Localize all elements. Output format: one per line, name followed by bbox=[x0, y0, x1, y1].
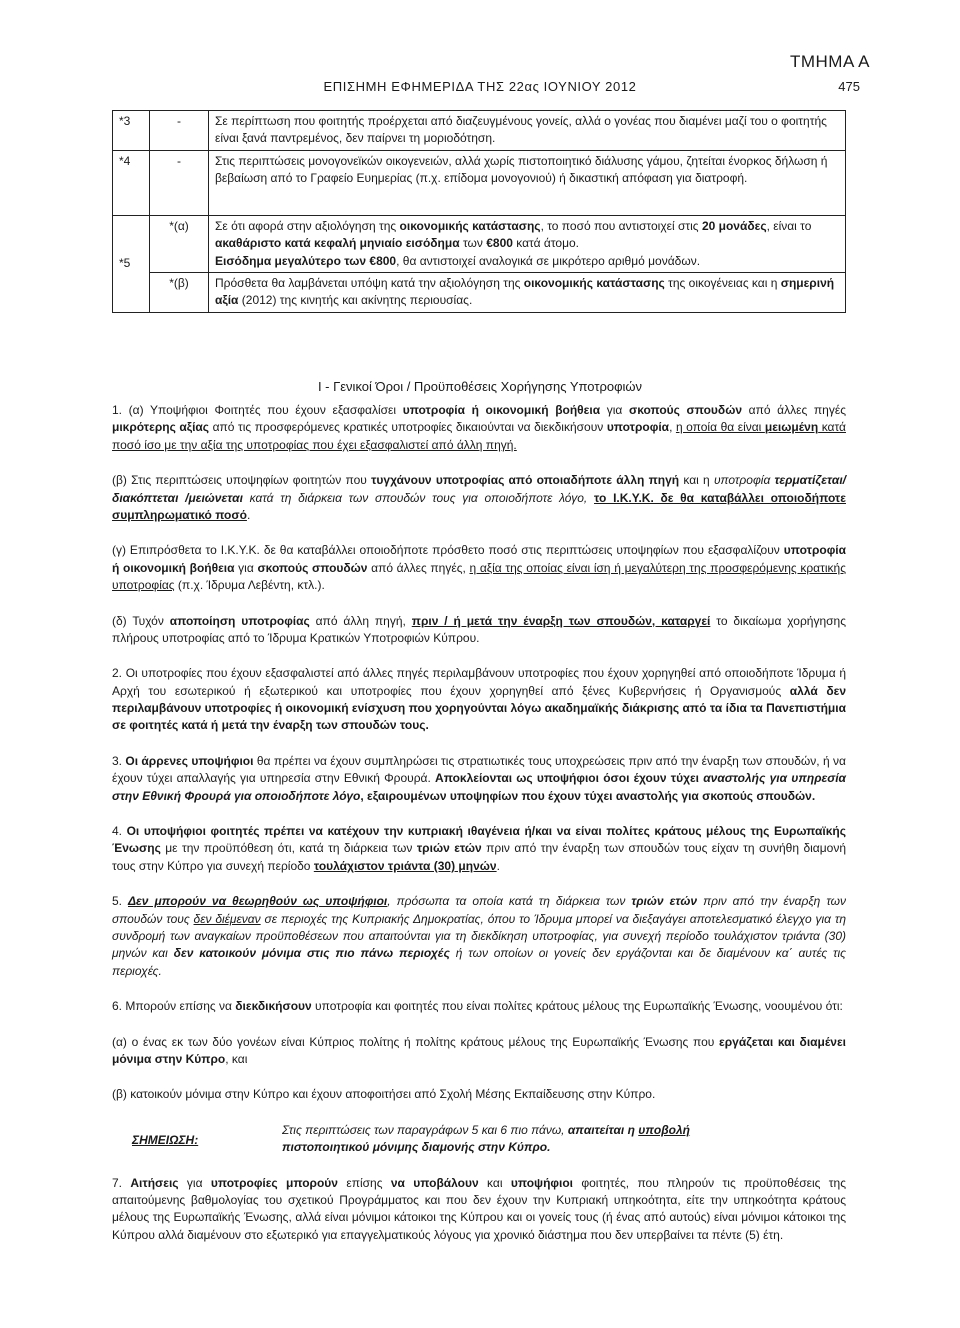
document-body bbox=[112, 402, 846, 1262]
paragraph-1a: 1. (α) Υποψήφιοι Φοιτητές που έχουν εξασφαλίσει υποτροφία ή οικονομική βοήθεια για σκοπούς σπουδών από άλλες πηγές μικρότερης αξίας από τις προσφερόμενες κρατικές υποτροφίες δικαιούνται να διεκδικήσουν υποτροφία, η οποία θα είναι μειωμένη κατά ποσό ίσο με την αξία της υποτροφίας που έχει εξασφαλιστεί από άλλη πηγή. bbox=[112, 403, 846, 452]
paragraph-5: 5. Δεν μπορούν να θεωρηθούν ως υποψήφιοι, πρόσωπα τα οποία κατά τη διάρκεια των τριών ετών πριν από την έναρξη των σπουδών τους δεν διέμεναν σε περιοχές της Κυπριακής Δημοκρατίας, όπου το Ίδρυμα μπορεί να διεξαγάγει αποτελεσματικό έλεγχο για τη συνδρομή των αναγκαίων προϋποθέσεων που απαιτούνται για τη διεκδίκηση υποτροφίας, για συνεχή περίοδο τουλάχιστον τριάντα (30) μηνών και δεν κατοικούν μόνιμα στις πιο πάνω περιοχές ή των οποίων οι γονείς δεν εργάζονται και δε διαμένουν κα΄ αυτές τις περιοχές. bbox=[112, 894, 847, 978]
row-text: Σε περίπτωση που φοιτητής προέρχεται από διαζευγμένους γονείς, αλλά ο γονέας που διαμένει μαζί του ο φοιτητής είναι ξανά παντρεμένος, δεν παίρνει τη μοριοδότηση. bbox=[209, 111, 846, 151]
paragraph-1d: (δ) Τυχόν αποποίηση υποτροφίας από άλλη πηγή, πριν / ή μετά την έναρξη των σπουδών, καταργεί το δικαίωμα χορήγησης πλήρους υποτροφίας από το Ίδρυμα Κρατικών Υποτροφιών Κύπρου. bbox=[112, 613, 846, 645]
table-row bbox=[113, 150, 846, 215]
paragraph-7: 7. Αιτήσεις για υποτροφίες μπορούν επίσης να υποβάλουν και υποψήφιοι φοιτητές, που πληρούν τις προϋποθέσεις της απαιτούμενης βαθμολογίας του σχετικού Προγράμματος και που δεν έχουν την Κυπριακή υπηκοότητα, είτε την υπηκοότητα κράτους μέλους της Ευρωπαϊκής Ένωσης, αλλά είναι μόνιμοι κάτοικοι της Κύπρου και οι γονείς τους (ή ένας από αυτούς) είναι μόνιμοι κάτοικοι της Κύπρου αλλά διαμένουν στο εξωτερικό για επαγγελματικούς λόγους για χρονικό διάστημα που δεν υπερβαίνει τα πέντε (5) έτη. bbox=[112, 1175, 846, 1242]
section-label: ΤΜΗΜΑ Α bbox=[789, 52, 870, 71]
paragraph-1b: (β) Στις περιπτώσεις υποψηφίων φοιτητών που τυγχάνουν υποτροφίας από οποιαδήποτε άλλη πηγή και η υποτροφία τερματίζεται/διακόπτεται /μειώνεται κατά τη διάρκεια των σπουδών τους για οποιοδήποτε λόγο, το Ι.Κ.Υ.Κ. δε θα καταβάλλει οποιοδήποτε συμπληρωματικό ποσό. bbox=[112, 473, 846, 522]
paragraph-4: 4. Οι υποψήφιοι φοιτητές πρέπει να κατέχουν την κυπριακή ιθαγένεια ή/και να είναι πολίτες κράτους μέλους της Ευρωπαϊκής Ένωσης με την προϋπόθεση ότι, κατά τη διάρκεια των τριών ετών πριν από την έναρξη των σπουδών τους είχαν τη συνήθη διαμονή τους στην Κύπρο για συνεχή περίοδο τουλάχιστον τριάντα (30) μηνών. bbox=[112, 824, 846, 873]
row-sub: *(α) bbox=[150, 215, 209, 272]
row-number: *3 bbox=[113, 111, 150, 151]
table-row bbox=[113, 272, 846, 312]
section-heading: Ι - Γενικοί Όροι / Προϋποθέσεις Χορήγησης Υποτροφιών bbox=[317, 379, 643, 394]
paragraph-2: 2. Οι υποτροφίες που έχουν εξασφαλιστεί από άλλες πηγές περιλαμβάνουν υποτροφίες που έχουν χορηγηθεί από οποιοδήποτε Ίδρυμα ή Αρχή του εσωτερικού ή εξωτερικού και υποτροφίες που έχουν χορηγηθεί από ξένες Κυβερνήσεις ή Οργανισμούς αλλά δεν περιλαμβάνουν υποτροφίες ή οικονομική ενίσχυση που χορηγούνται λόγω ακαδημαϊκής διάκρισης από τα ίδια τα Πανεπιστήμια σε φοιτητές κατά ή μετά την έναρξη των σπουδών τους. bbox=[112, 666, 847, 733]
row-text: Στις περιπτώσεις μονογονεϊκών οικογενειών, αλλά χωρίς πιστοποιητικό διάλυσης γάμου, ζητείται ένορκος δήλωση ή βεβαίωση από το Γραφείο Ευημερίας (π.χ. επίδομα μονογονιού) ή δικαστική απόφαση για διατροφή. bbox=[209, 150, 846, 215]
paragraph-1c: (γ) Επιπρόσθετα το Ι.Κ.Υ.Κ. δε θα καταβάλλει οποιοδήποτε πρόσθετο ποσό στις περιπτώσεις υποψηφίων που εξασφαλίζουν υποτροφία ή οικονομική βοήθεια για σκοπούς σπουδών από άλλες πηγές, η αξία της οποίας είναι ίση ή μεγαλύτερη της προσφερόμενης κρατικής υποτροφίας (π.χ. Ίδρυμα Λεβέντη, κτλ.). bbox=[112, 543, 846, 593]
row-sub: - bbox=[150, 111, 209, 151]
paragraph-6: 6. Μπορούν επίσης να διεκδικήσουν υποτροφία και φοιτητές που είναι πολίτες κράτους μέλους της Ευρωπαϊκής Ένωσης, νοουμένου ότι: bbox=[112, 999, 843, 1014]
row-text: Σε ότι αφορά στην αξιολόγηση της οικονομικής κατάστασης, το ποσό που αντιστοιχεί στις 20 μονάδες, είναι το ακαθάριστο κατά κεφαλή μηνιαίο εισόδημα των €800 κατά άτομο. Εισόδημα μεγαλύτερο των €800, θα αντιστοιχεί αναλογικά σε μικρότερο αριθμό μονάδων. bbox=[209, 215, 846, 272]
row-sub: *(β) bbox=[150, 272, 209, 312]
note-block bbox=[112, 1122, 846, 1157]
paragraph-3: 3. Οι άρρενες υποψήφιοι θα πρέπει να έχουν συμπληρώσει τις στρατιωτικές τους υποχρεώσεις πριν από την έναρξη των σπουδών, ή να έχουν τύχει απαλλαγής για υπηρεσία στην Εθνική Φρουρά. Αποκλείονται ως υποψήφιοι όσοι έχουν τύχει αναστολής για υπηρεσία στην Εθνική Φρουρά για οποιοδήποτε λόγο, εξαιρουμένων υποψηφίων που έχουν τύχει αναστολής για σκοπούς σπουδών. bbox=[112, 753, 846, 803]
paragraph-6a: (α) ο ένας εκ των δύο γονέων είναι Κύπριος πολίτης ή πολίτης κράτους μέλους της Ευρωπαϊκής Ένωσης που εργάζεται και διαμένει μόνιμα στην Κύπρο, και bbox=[112, 1034, 847, 1066]
table-row bbox=[113, 111, 846, 151]
note-text: Στις περιπτώσεις των παραγράφων 5 και 6 πιο πάνω, απαιτείται η υποβολή πιστοποιητικού μόνιμης διαμονής στην Κύπρο. bbox=[282, 1122, 691, 1155]
criteria-table bbox=[112, 110, 846, 313]
row-sub: - bbox=[150, 150, 209, 215]
page-number: 475 bbox=[838, 79, 860, 94]
row-number: *5 bbox=[113, 215, 150, 312]
row-text: Πρόσθετα θα λαμβάνεται υπόψη κατά την αξιολόγηση της οικονομικής κατάστασης της οικογένειας και η σημερινή αξία (2012) της κινητής και ακίνητης περιουσίας. bbox=[209, 272, 846, 312]
paragraph-6b: (β) κατοικούν μόνιμα στην Κύπρο και έχουν αποφοιτήσει από Σχολή Μέσης Εκπαίδευσης στην Κύπρο. bbox=[112, 1087, 656, 1102]
row-number: *4 bbox=[113, 150, 150, 215]
note-label: ΣΗΜΕΙΩΣΗ: bbox=[132, 1132, 199, 1147]
gazette-title: ΕΠΙΣΗΜΗ ΕΦΗΜΕΡΙΔΑ ΤΗΣ 22ας ΙΟΥΝΙΟΥ 2012 bbox=[323, 79, 637, 94]
table-row bbox=[113, 215, 846, 272]
